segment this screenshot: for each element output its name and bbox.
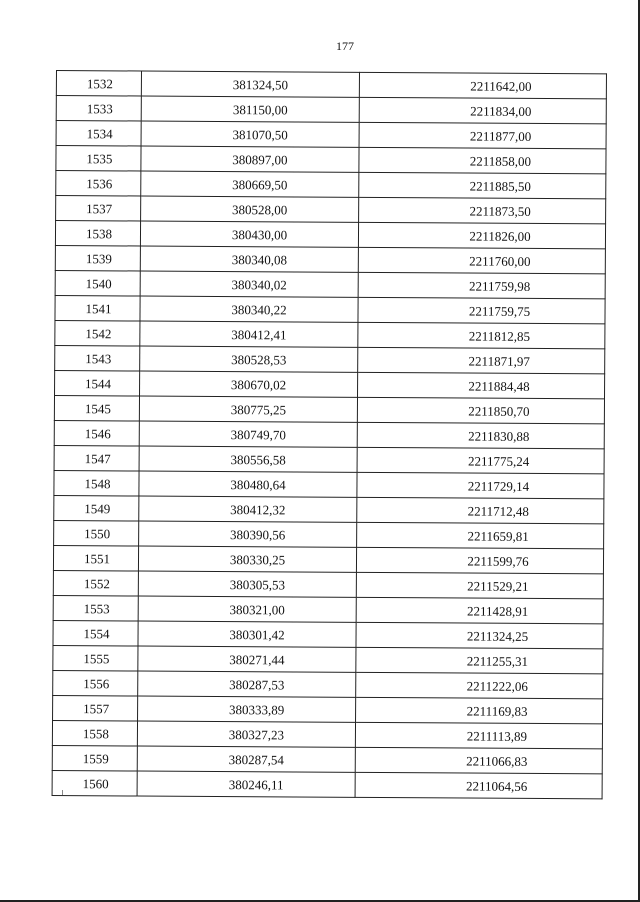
y-coordinate-cell: 2211760,00 xyxy=(358,247,605,274)
y-coordinate-cell: 2211222,06 xyxy=(356,672,603,699)
y-coordinate-cell: 2211759,75 xyxy=(358,297,605,324)
point-number-cell: 1546 xyxy=(54,420,139,446)
table-row xyxy=(55,345,605,373)
table-row xyxy=(53,645,603,673)
point-number-cell: 1545 xyxy=(54,395,139,421)
table-row xyxy=(56,121,606,149)
point-number-cell: 1555 xyxy=(53,645,138,671)
y-coordinate-cell: 2211324,25 xyxy=(356,622,603,649)
table-row xyxy=(53,670,603,698)
x-coordinate-cell: 380287,53 xyxy=(138,671,356,697)
y-coordinate-cell: 2211642,00 xyxy=(359,72,606,99)
y-coordinate-cell: 2211812,85 xyxy=(358,322,605,349)
x-coordinate-cell: 380390,56 xyxy=(139,521,357,547)
x-coordinate-cell: 380301,42 xyxy=(138,621,356,647)
point-number-cell: 1539 xyxy=(55,245,140,271)
table-row xyxy=(56,96,606,124)
x-coordinate-cell: 381150,00 xyxy=(141,96,359,122)
y-coordinate-cell: 2211599,76 xyxy=(356,547,603,574)
table-row xyxy=(52,720,602,748)
x-coordinate-cell: 380775,25 xyxy=(139,396,357,422)
point-number-cell: 1532 xyxy=(56,71,141,97)
point-number-cell: 1541 xyxy=(55,295,140,321)
point-number-cell: 1550 xyxy=(54,520,139,546)
point-number-cell: 1547 xyxy=(54,445,139,471)
point-number-cell: 1554 xyxy=(53,620,138,646)
table-row xyxy=(56,146,606,174)
x-coordinate-cell: 380412,32 xyxy=(139,496,357,522)
y-coordinate-cell: 2211871,97 xyxy=(358,347,605,374)
point-number-cell: 1558 xyxy=(52,720,137,746)
y-coordinate-cell: 2211850,70 xyxy=(357,397,604,424)
y-coordinate-cell: 2211712,48 xyxy=(357,497,604,524)
point-number-cell: 1551 xyxy=(53,545,138,571)
x-coordinate-cell: 380327,23 xyxy=(137,721,355,747)
point-number-cell: 1544 xyxy=(55,370,140,396)
y-coordinate-cell: 2211113,89 xyxy=(355,722,602,749)
point-number-cell: 1560 xyxy=(52,770,137,796)
y-coordinate-cell: 2211834,00 xyxy=(359,97,606,124)
x-coordinate-cell: 380333,89 xyxy=(138,696,356,722)
y-coordinate-cell: 2211169,83 xyxy=(356,697,603,724)
y-coordinate-cell: 2211877,00 xyxy=(359,122,606,149)
point-number-cell: 1548 xyxy=(54,470,139,496)
point-number-cell: 1559 xyxy=(52,745,137,771)
point-number-cell: 1542 xyxy=(55,320,140,346)
x-coordinate-cell: 380340,02 xyxy=(140,271,358,297)
y-coordinate-cell: 2211858,00 xyxy=(359,147,606,174)
table-row xyxy=(55,221,605,249)
x-coordinate-cell: 380305,53 xyxy=(138,571,356,597)
y-coordinate-cell: 2211064,56 xyxy=(355,772,602,799)
table-row xyxy=(56,71,606,99)
x-coordinate-cell: 380271,44 xyxy=(138,646,356,672)
x-coordinate-cell: 380330,25 xyxy=(138,546,356,572)
x-coordinate-cell: 380287,54 xyxy=(137,746,355,772)
coordinates-table-body xyxy=(52,71,606,799)
x-coordinate-cell: 380340,08 xyxy=(140,246,358,272)
y-coordinate-cell: 2211255,31 xyxy=(356,647,603,674)
x-coordinate-cell: 380480,64 xyxy=(139,471,357,497)
x-coordinate-cell: 380412,41 xyxy=(140,321,358,347)
point-number-cell: 1552 xyxy=(53,570,138,596)
table-row xyxy=(56,171,606,199)
y-coordinate-cell: 2211884,48 xyxy=(358,372,605,399)
coordinates-table xyxy=(52,70,607,799)
point-number-cell: 1556 xyxy=(53,670,138,696)
table-row xyxy=(56,196,606,224)
point-number-cell: 1536 xyxy=(56,171,141,197)
scan-mark xyxy=(62,790,63,795)
table-row xyxy=(54,420,604,448)
table-row xyxy=(53,620,603,648)
page-number: 177 xyxy=(336,39,354,53)
point-number-cell: 1533 xyxy=(56,96,141,122)
point-number-cell: 1543 xyxy=(55,345,140,371)
table-row xyxy=(54,395,604,423)
table-row xyxy=(53,570,603,598)
table-row xyxy=(55,295,605,323)
y-coordinate-cell: 2211830,88 xyxy=(357,422,604,449)
x-coordinate-cell: 380749,70 xyxy=(139,421,357,447)
table-row xyxy=(52,770,602,798)
y-coordinate-cell: 2211729,14 xyxy=(357,472,604,499)
table-row xyxy=(54,445,604,473)
x-coordinate-cell: 380670,02 xyxy=(140,371,358,397)
point-number-cell: 1535 xyxy=(56,146,141,172)
point-number-cell: 1534 xyxy=(56,121,141,147)
x-coordinate-cell: 380897,00 xyxy=(141,146,359,172)
point-number-cell: 1540 xyxy=(55,270,140,296)
y-coordinate-cell: 2211873,50 xyxy=(359,197,606,224)
x-coordinate-cell: 380669,50 xyxy=(141,171,359,197)
table-row xyxy=(55,370,605,398)
x-coordinate-cell: 380556,58 xyxy=(139,446,357,472)
point-number-cell: 1537 xyxy=(56,196,141,222)
y-coordinate-cell: 2211529,21 xyxy=(356,572,603,599)
x-coordinate-cell: 380321,00 xyxy=(138,596,356,622)
table-row xyxy=(55,320,605,348)
x-coordinate-cell: 380528,00 xyxy=(141,196,359,222)
table-row xyxy=(55,245,605,273)
table-row xyxy=(55,270,605,298)
y-coordinate-cell: 2211428,91 xyxy=(356,597,603,624)
point-number-cell: 1553 xyxy=(53,595,138,621)
x-coordinate-cell: 380430,00 xyxy=(140,221,358,247)
y-coordinate-cell: 2211885,50 xyxy=(359,172,606,199)
point-number-cell: 1538 xyxy=(55,221,140,247)
point-number-cell: 1549 xyxy=(54,495,139,521)
table-row xyxy=(53,545,603,573)
y-coordinate-cell: 2211775,24 xyxy=(357,447,604,474)
table-row xyxy=(54,520,604,548)
y-coordinate-cell: 2211659,81 xyxy=(357,522,604,549)
table-row xyxy=(54,470,604,498)
x-coordinate-cell: 380246,11 xyxy=(137,771,355,797)
table-row xyxy=(53,595,603,623)
table-row xyxy=(54,495,604,523)
y-coordinate-cell: 2211759,98 xyxy=(358,272,605,299)
x-coordinate-cell: 381324,50 xyxy=(141,71,359,97)
x-coordinate-cell: 380528,53 xyxy=(140,346,358,372)
y-coordinate-cell: 2211826,00 xyxy=(358,222,605,249)
table-row xyxy=(53,695,603,723)
point-number-cell: 1557 xyxy=(53,695,138,721)
table-row xyxy=(52,745,602,773)
y-coordinate-cell: 2211066,83 xyxy=(355,747,602,774)
x-coordinate-cell: 381070,50 xyxy=(141,121,359,147)
x-coordinate-cell: 380340,22 xyxy=(140,296,358,322)
